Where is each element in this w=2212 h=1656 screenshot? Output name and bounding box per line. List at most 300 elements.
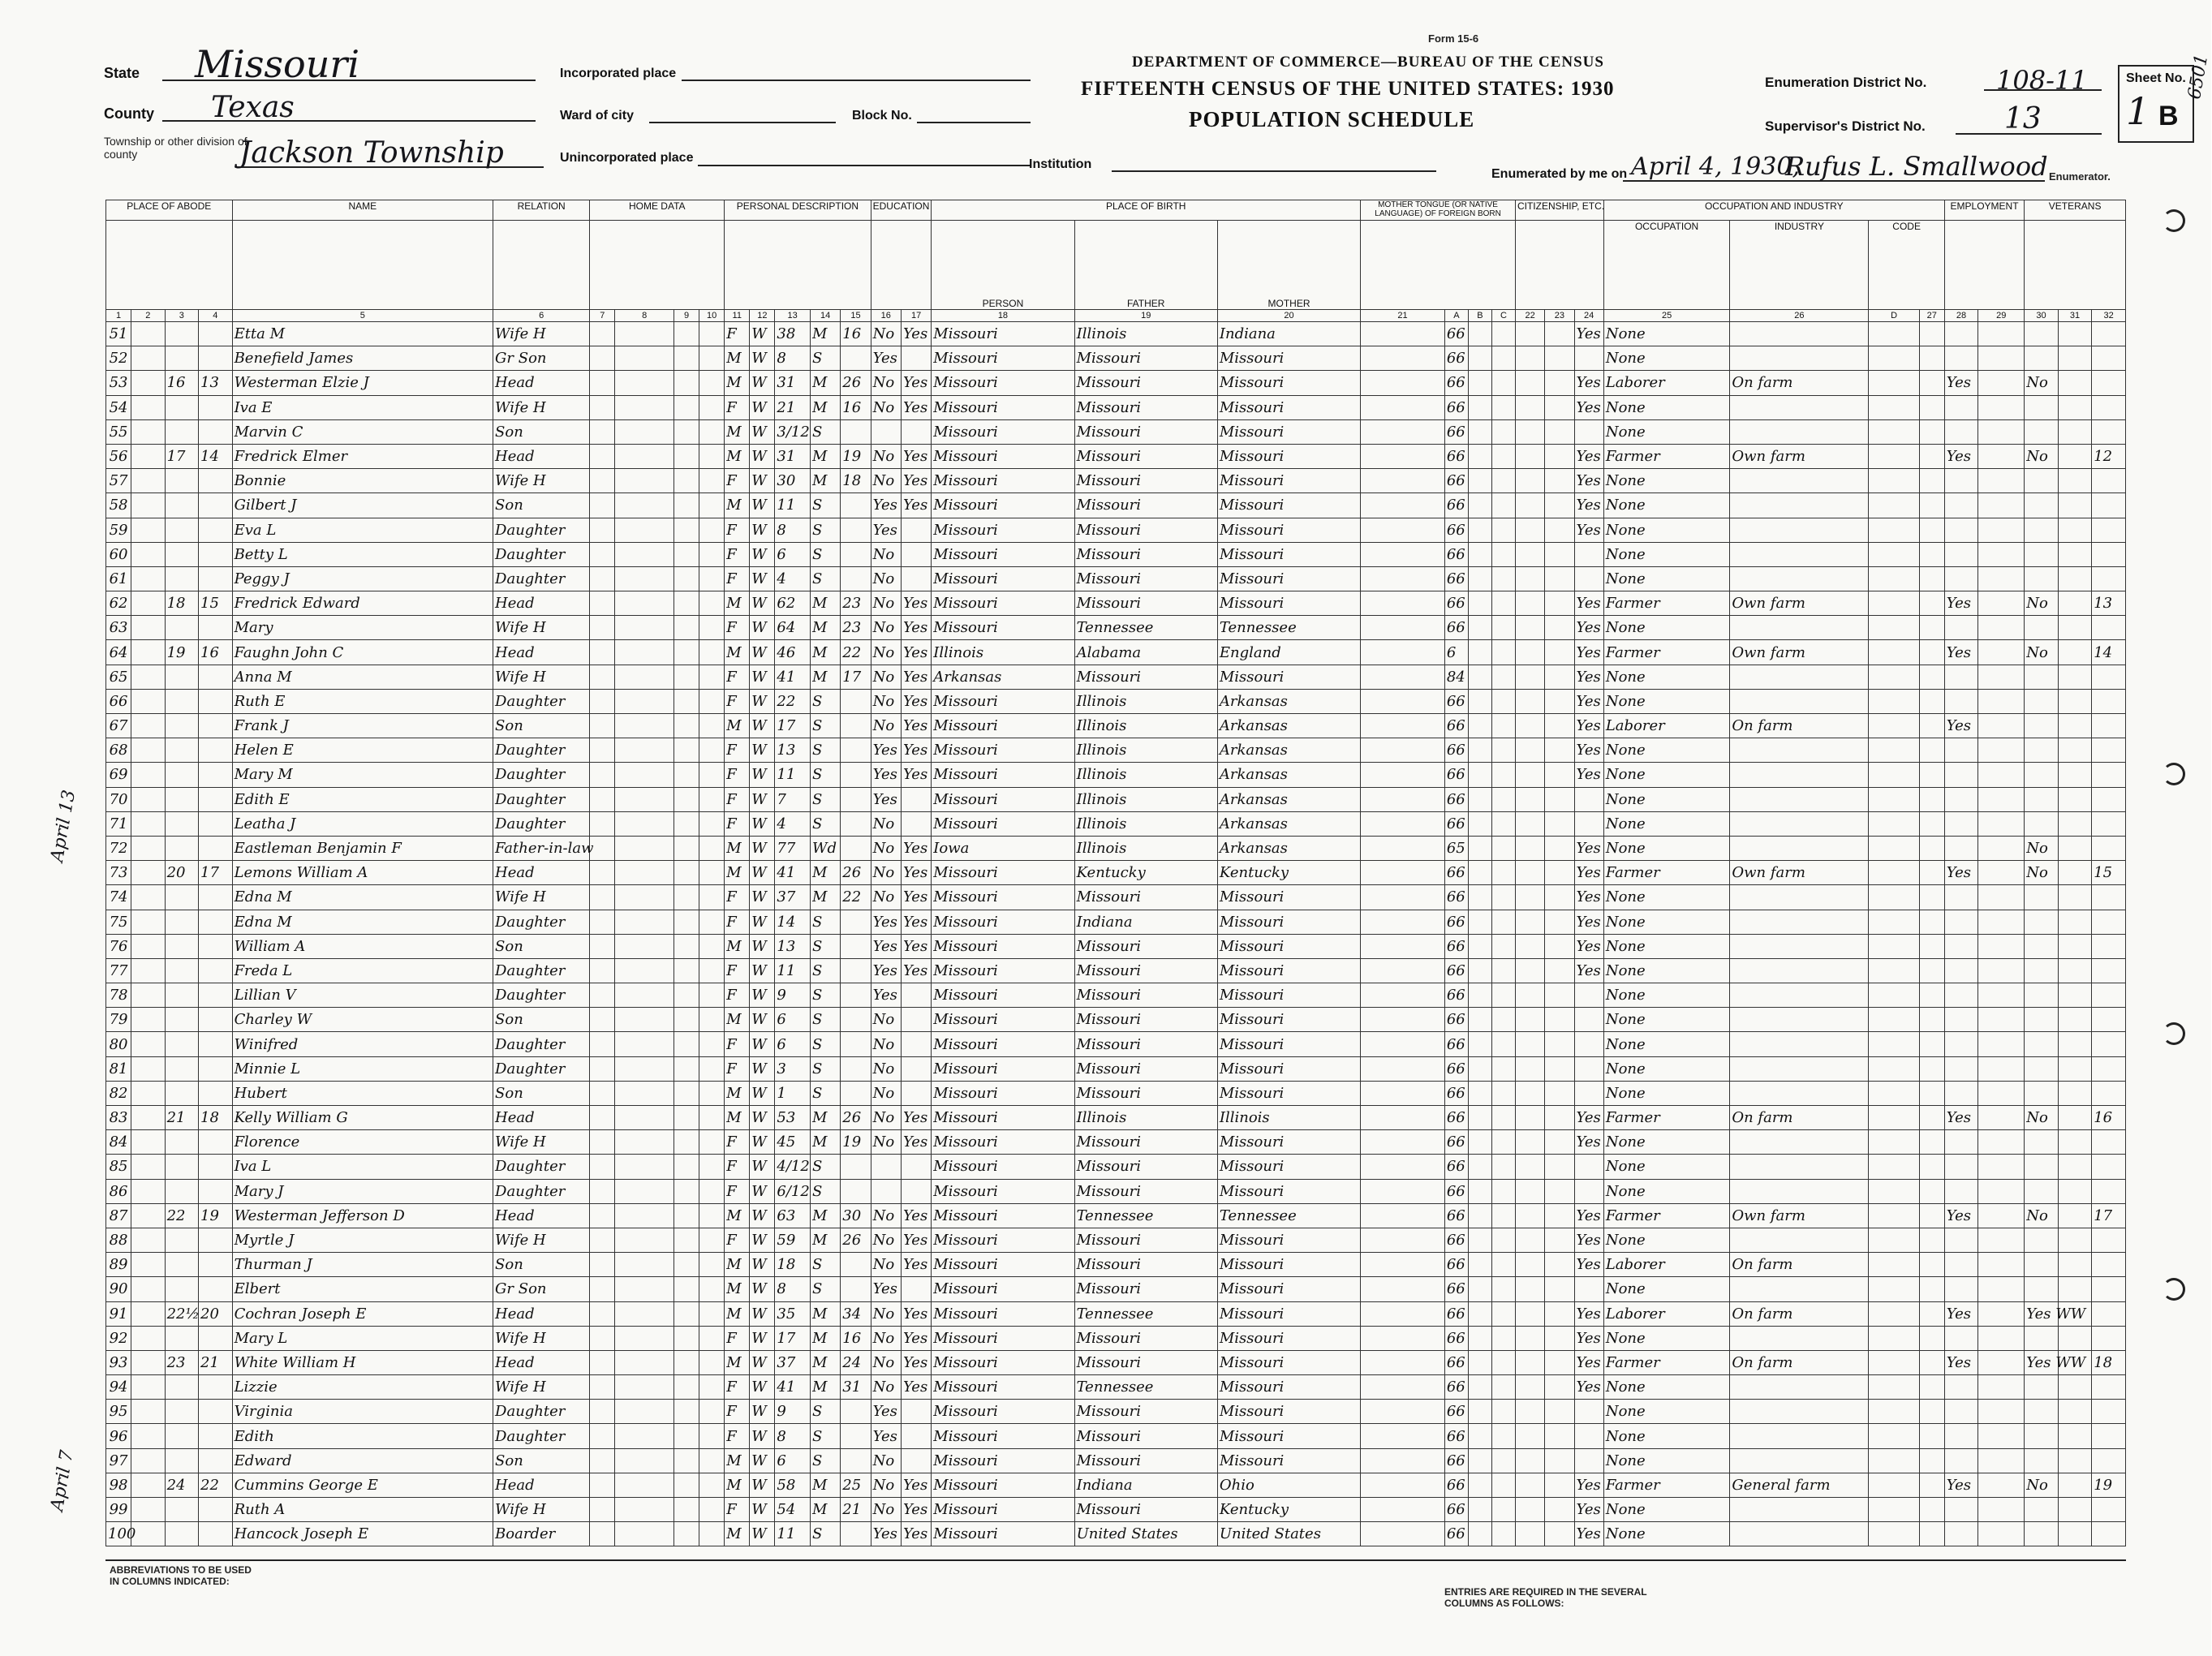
empty-cell xyxy=(673,542,699,566)
dwelling-number xyxy=(165,885,198,910)
occupation: Farmer xyxy=(1603,1106,1730,1130)
empty-cell xyxy=(1869,1301,1919,1326)
empty-cell xyxy=(1545,934,1574,958)
can-read-write: Yes xyxy=(901,1228,931,1252)
empty-cell xyxy=(1978,469,2025,493)
empty-cell xyxy=(2058,689,2091,713)
empty-cell xyxy=(1869,1056,1919,1081)
empty-cell xyxy=(615,763,674,787)
empty-cell xyxy=(1491,1400,1515,1424)
veteran xyxy=(2025,322,2058,346)
age-at-marriage: 22 xyxy=(841,640,871,665)
speaks-english: Yes xyxy=(1574,934,1603,958)
age: 9 xyxy=(775,1400,811,1424)
empty-cell xyxy=(673,689,699,713)
column-number: 27 xyxy=(1919,310,1944,322)
school-attendance: No xyxy=(871,371,901,395)
empty-cell xyxy=(699,1350,725,1374)
veteran xyxy=(2025,1522,2058,1546)
school-attendance: Yes xyxy=(871,1400,901,1424)
speaks-english xyxy=(1574,983,1603,1008)
veteran xyxy=(2025,1253,2058,1277)
line-number: 72 xyxy=(106,836,131,860)
empty-cell xyxy=(590,1179,615,1203)
birthplace-code: 66 xyxy=(1444,910,1468,934)
empty-cell xyxy=(1361,811,1445,836)
veteran: No xyxy=(2025,1106,2058,1130)
enumerator-suffix: Enumerator. xyxy=(2049,170,2111,183)
can-read-write: Yes xyxy=(901,665,931,689)
supervisor-label: Supervisor's District No. xyxy=(1765,118,1926,134)
age: 1 xyxy=(775,1081,811,1105)
dwelling-number xyxy=(165,322,198,346)
sex: M xyxy=(725,1008,750,1032)
empty-cell xyxy=(673,616,699,640)
industry xyxy=(1730,542,1869,566)
marital-status: M xyxy=(810,395,840,419)
empty-cell xyxy=(1361,1056,1445,1081)
birthplace-father: Illinois xyxy=(1074,322,1217,346)
empty-cell xyxy=(699,518,725,542)
empty-cell xyxy=(1491,640,1515,665)
age-at-marriage xyxy=(841,714,871,738)
occupation: None xyxy=(1603,1008,1730,1032)
empty-cell xyxy=(1361,616,1445,640)
empty-cell xyxy=(699,787,725,811)
family-number xyxy=(199,714,233,738)
line-number: 82 xyxy=(106,1081,131,1105)
empty-cell xyxy=(1869,444,1919,468)
family-number xyxy=(199,395,233,419)
birthplace-mother: Missouri xyxy=(1217,371,1360,395)
empty-cell xyxy=(673,1155,699,1179)
empty-cell xyxy=(590,640,615,665)
age: 4/12 xyxy=(775,1155,811,1179)
empty-cell xyxy=(1515,1106,1544,1130)
age: 30 xyxy=(775,469,811,493)
empty-cell xyxy=(673,861,699,885)
birthplace-father: Illinois xyxy=(1074,689,1217,713)
empty-cell xyxy=(590,419,615,444)
dwelling-number xyxy=(165,910,198,934)
industry xyxy=(1730,763,1869,787)
speaks-english: Yes xyxy=(1574,1130,1603,1155)
empty-cell xyxy=(2058,885,2091,910)
farm-schedule xyxy=(2092,1326,2126,1350)
empty-cell xyxy=(1491,714,1515,738)
birthplace-code: 66 xyxy=(1444,395,1468,419)
empty-cell xyxy=(1978,1081,2025,1105)
farm-schedule: 12 xyxy=(2092,444,2126,468)
empty-cell xyxy=(1361,934,1445,958)
industry xyxy=(1730,1179,1869,1203)
empty-cell xyxy=(1869,1106,1919,1130)
sex: F xyxy=(725,1424,750,1448)
industry xyxy=(1730,1326,1869,1350)
veteran xyxy=(2025,1130,2058,1155)
empty-cell xyxy=(1545,1448,1574,1473)
occupation: None xyxy=(1603,542,1730,566)
empty-cell xyxy=(1515,444,1544,468)
line-number: 95 xyxy=(106,1400,131,1424)
birthplace-person: Missouri xyxy=(932,616,1074,640)
person-name: Charley W xyxy=(232,1008,493,1032)
farm-schedule: 17 xyxy=(2092,1203,2126,1228)
empty-cell xyxy=(1978,1253,2025,1277)
empty-cell xyxy=(1361,1350,1445,1374)
form-number: Form 15-6 xyxy=(1428,32,1479,45)
sex: F xyxy=(725,1155,750,1179)
relation: Wife H xyxy=(493,1228,590,1252)
empty-cell xyxy=(1491,1228,1515,1252)
empty-cell xyxy=(1869,861,1919,885)
relation: Gr Son xyxy=(493,346,590,371)
employment xyxy=(1944,1424,1977,1448)
table-row xyxy=(106,1424,2126,1448)
empty-cell xyxy=(1919,1375,1944,1400)
person-name: Cochran Joseph E xyxy=(232,1301,493,1326)
empty-cell xyxy=(1491,1253,1515,1277)
age-at-marriage: 19 xyxy=(841,444,871,468)
empty-cell xyxy=(1491,738,1515,763)
empty-cell xyxy=(1361,689,1445,713)
empty-cell xyxy=(1515,469,1544,493)
farm-schedule xyxy=(2092,1008,2126,1032)
empty-cell xyxy=(615,1375,674,1400)
race: W xyxy=(750,371,775,395)
empty-cell xyxy=(1545,1032,1574,1056)
relation: Wife H xyxy=(493,1130,590,1155)
enum-district-value: 108-11 xyxy=(1996,65,2088,96)
veteran: No xyxy=(2025,1473,2058,1497)
dwelling-number: 16 xyxy=(165,371,198,395)
industry xyxy=(1730,958,1869,983)
relation: Wife H xyxy=(493,469,590,493)
empty-cell xyxy=(1545,1326,1574,1350)
occupation: Farmer xyxy=(1603,1350,1730,1374)
marital-status: M xyxy=(810,1203,840,1228)
empty-cell xyxy=(699,910,725,934)
birthplace-father: Missouri xyxy=(1074,1056,1217,1081)
empty-cell xyxy=(590,1400,615,1424)
empty-cell xyxy=(2058,444,2091,468)
birthplace-code: 66 xyxy=(1444,885,1468,910)
school-attendance: No xyxy=(871,1350,901,1374)
empty-cell xyxy=(1545,493,1574,518)
empty-cell xyxy=(1545,910,1574,934)
empty-cell xyxy=(615,566,674,591)
empty-cell xyxy=(131,665,165,689)
farm-schedule xyxy=(2092,983,2126,1008)
empty-cell xyxy=(1491,861,1515,885)
binder-hole-icon xyxy=(2163,763,2185,785)
birthplace-father: Missouri xyxy=(1074,1448,1217,1473)
empty-cell xyxy=(131,444,165,468)
empty-cell xyxy=(1978,714,2025,738)
empty-cell xyxy=(615,787,674,811)
occupation: None xyxy=(1603,1326,1730,1350)
empty-cell xyxy=(131,1008,165,1032)
empty-cell xyxy=(1468,1473,1491,1497)
empty-cell xyxy=(131,885,165,910)
empty-cell xyxy=(1491,910,1515,934)
marital-status: S xyxy=(810,1056,840,1081)
empty-cell xyxy=(1468,322,1491,346)
birthplace-mother: Tennessee xyxy=(1217,616,1360,640)
empty-cell xyxy=(1491,616,1515,640)
empty-cell xyxy=(1869,1498,1919,1522)
empty-cell xyxy=(1869,1203,1919,1228)
can-read-write: Yes xyxy=(901,714,931,738)
empty-cell xyxy=(1978,346,2025,371)
family-number: 14 xyxy=(199,444,233,468)
institution-label: Institution xyxy=(1029,157,1092,171)
empty-cell xyxy=(1545,1008,1574,1032)
empty-cell xyxy=(673,493,699,518)
empty-cell xyxy=(1468,787,1491,811)
empty-cell xyxy=(131,371,165,395)
marital-status: S xyxy=(810,811,840,836)
empty-cell xyxy=(2058,910,2091,934)
empty-cell xyxy=(1919,1032,1944,1056)
race: W xyxy=(750,885,775,910)
empty-cell xyxy=(1468,1277,1491,1301)
person-name: Eastleman Benjamin F xyxy=(232,836,493,860)
can-read-write: Yes xyxy=(901,1473,931,1497)
race: W xyxy=(750,518,775,542)
empty-cell xyxy=(1545,811,1574,836)
empty-cell xyxy=(1919,958,1944,983)
veteran: Yes WW xyxy=(2025,1301,2058,1326)
empty-cell xyxy=(1491,1179,1515,1203)
empty-cell xyxy=(673,1106,699,1130)
speaks-english xyxy=(1574,1400,1603,1424)
person-name: Kelly William G xyxy=(232,1106,493,1130)
birthplace-mother: Kentucky xyxy=(1217,1498,1360,1522)
empty-cell xyxy=(1515,542,1544,566)
empty-cell xyxy=(673,1473,699,1497)
relation: Daughter xyxy=(493,811,590,836)
table-row xyxy=(106,518,2126,542)
birthplace-person: Missouri xyxy=(932,346,1074,371)
employment: Yes xyxy=(1944,640,1977,665)
race: W xyxy=(750,1130,775,1155)
veteran xyxy=(2025,1056,2058,1081)
header-place-of-abode: PLACE OF ABODE xyxy=(106,200,233,221)
empty-cell xyxy=(1978,1522,2025,1546)
race: W xyxy=(750,910,775,934)
age: 22 xyxy=(775,689,811,713)
industry xyxy=(1730,1228,1869,1252)
birthplace-person: Missouri xyxy=(932,910,1074,934)
industry xyxy=(1730,566,1869,591)
empty-cell xyxy=(1869,346,1919,371)
school-attendance: No xyxy=(871,469,901,493)
farm-schedule: 19 xyxy=(2092,1473,2126,1497)
empty-cell xyxy=(1545,836,1574,860)
sex: F xyxy=(725,983,750,1008)
dwelling-number xyxy=(165,714,198,738)
birthplace-code: 66 xyxy=(1444,763,1468,787)
empty-cell xyxy=(1361,665,1445,689)
age: 46 xyxy=(775,640,811,665)
empty-cell xyxy=(131,811,165,836)
person-name: Mary L xyxy=(232,1326,493,1350)
sex: F xyxy=(725,738,750,763)
person-name: Benefield James xyxy=(232,346,493,371)
family-number xyxy=(199,322,233,346)
empty-cell xyxy=(1491,958,1515,983)
veteran: Yes WW xyxy=(2025,1350,2058,1374)
race: W xyxy=(750,616,775,640)
line-number: 69 xyxy=(106,763,131,787)
empty-cell xyxy=(1919,1277,1944,1301)
speaks-english: Yes xyxy=(1574,640,1603,665)
race: W xyxy=(750,1056,775,1081)
veteran xyxy=(2025,1228,2058,1252)
empty-cell xyxy=(673,910,699,934)
empty-cell xyxy=(1545,861,1574,885)
empty-cell xyxy=(2058,1008,2091,1032)
line-number: 76 xyxy=(106,934,131,958)
occupation: None xyxy=(1603,910,1730,934)
age: 41 xyxy=(775,1375,811,1400)
column-number: 13 xyxy=(775,310,811,322)
person-name: Mary J xyxy=(232,1179,493,1203)
empty-cell xyxy=(615,1448,674,1473)
school-attendance xyxy=(871,419,901,444)
empty-cell xyxy=(673,469,699,493)
empty-cell xyxy=(1468,836,1491,860)
table-row xyxy=(106,1473,2126,1497)
age: 11 xyxy=(775,1522,811,1546)
dwelling-number xyxy=(165,1179,198,1203)
employment xyxy=(1944,1228,1977,1252)
person-name: Frank J xyxy=(232,714,493,738)
employment xyxy=(1944,395,1977,419)
birthplace-person: Missouri xyxy=(932,1522,1074,1546)
empty-cell xyxy=(1869,640,1919,665)
school-attendance: Yes xyxy=(871,910,901,934)
empty-cell xyxy=(590,1253,615,1277)
person-name: Freda L xyxy=(232,958,493,983)
age: 64 xyxy=(775,616,811,640)
empty-cell xyxy=(699,1008,725,1032)
empty-cell xyxy=(1978,1473,2025,1497)
empty-cell xyxy=(673,1448,699,1473)
can-read-write: Yes xyxy=(901,1350,931,1374)
speaks-english xyxy=(1574,1179,1603,1203)
sex: F xyxy=(725,1326,750,1350)
sex: M xyxy=(725,346,750,371)
empty-cell xyxy=(1468,493,1491,518)
industry xyxy=(1730,910,1869,934)
dwelling-number xyxy=(165,787,198,811)
empty-cell xyxy=(1361,1106,1445,1130)
race: W xyxy=(750,640,775,665)
empty-cell xyxy=(590,738,615,763)
empty-cell xyxy=(1468,1056,1491,1081)
age: 35 xyxy=(775,1301,811,1326)
empty-cell xyxy=(615,861,674,885)
empty-cell xyxy=(1919,738,1944,763)
age-at-marriage xyxy=(841,493,871,518)
birthplace-code: 66 xyxy=(1444,1522,1468,1546)
empty-cell xyxy=(1869,1424,1919,1448)
empty-cell xyxy=(131,1032,165,1056)
school-attendance: Yes xyxy=(871,518,901,542)
birthplace-code: 66 xyxy=(1444,542,1468,566)
birthplace-code: 66 xyxy=(1444,811,1468,836)
empty-cell xyxy=(1919,689,1944,713)
industry xyxy=(1730,419,1869,444)
veteran xyxy=(2025,346,2058,371)
empty-cell xyxy=(2058,811,2091,836)
relation: Wife H xyxy=(493,1375,590,1400)
industry xyxy=(1730,787,1869,811)
table-row xyxy=(106,910,2126,934)
relation: Daughter xyxy=(493,958,590,983)
empty-cell xyxy=(699,493,725,518)
empty-cell xyxy=(1919,518,1944,542)
veteran xyxy=(2025,1448,2058,1473)
industry xyxy=(1730,836,1869,860)
empty-cell xyxy=(590,958,615,983)
empty-cell xyxy=(699,836,725,860)
employment xyxy=(1944,910,1977,934)
enum-district-label: Enumeration District No. xyxy=(1765,75,1927,90)
speaks-english: Yes xyxy=(1574,616,1603,640)
industry: Own farm xyxy=(1730,444,1869,468)
sex: F xyxy=(725,763,750,787)
empty-cell xyxy=(1545,1228,1574,1252)
empty-cell xyxy=(131,518,165,542)
empty-cell xyxy=(590,616,615,640)
farm-schedule xyxy=(2092,714,2126,738)
empty-cell xyxy=(1361,469,1445,493)
column-number: 10 xyxy=(699,310,725,322)
empty-cell xyxy=(1515,1130,1544,1155)
empty-cell xyxy=(590,591,615,616)
race: W xyxy=(750,714,775,738)
empty-cell xyxy=(615,419,674,444)
header-home-data: HOME DATA xyxy=(590,200,725,221)
empty-cell xyxy=(1978,861,2025,885)
empty-cell xyxy=(1978,1228,2025,1252)
margin-note: April 13 xyxy=(47,788,80,864)
speaks-english: Yes xyxy=(1574,689,1603,713)
occupation: None xyxy=(1603,1130,1730,1155)
person-name: Winifred xyxy=(232,1032,493,1056)
veteran xyxy=(2025,885,2058,910)
veteran xyxy=(2025,811,2058,836)
employment xyxy=(1944,811,1977,836)
empty-cell xyxy=(1978,836,2025,860)
person-name: Edward xyxy=(232,1448,493,1473)
empty-cell xyxy=(699,1522,725,1546)
veteran: No xyxy=(2025,836,2058,860)
age: 62 xyxy=(775,591,811,616)
employment xyxy=(1944,1448,1977,1473)
school-attendance: No xyxy=(871,1228,901,1252)
occupation: None xyxy=(1603,1179,1730,1203)
empty-cell xyxy=(615,371,674,395)
empty-cell xyxy=(1361,714,1445,738)
person-name: Myrtle J xyxy=(232,1228,493,1252)
empty-cell xyxy=(1919,542,1944,566)
farm-schedule xyxy=(2092,763,2126,787)
sex: F xyxy=(725,787,750,811)
